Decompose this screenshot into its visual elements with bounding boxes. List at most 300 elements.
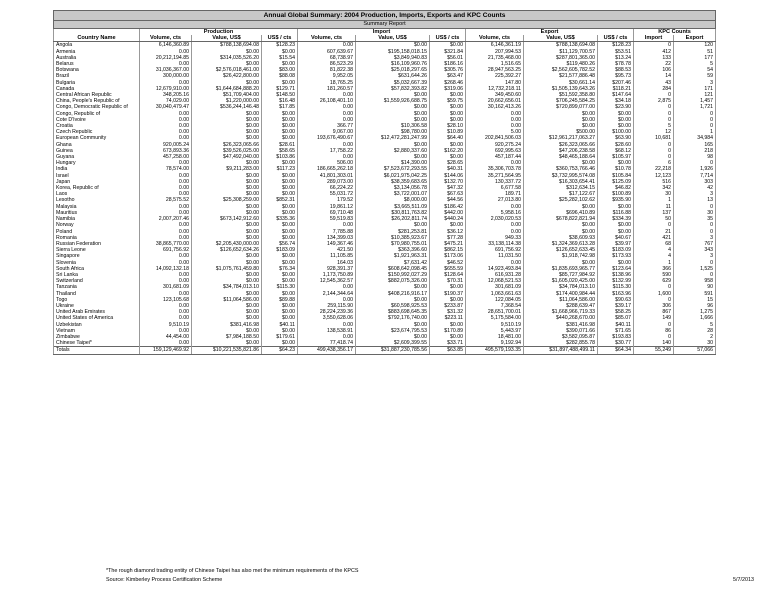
- cell: $0.00: [192, 111, 262, 117]
- cell: 349,450.60: [466, 92, 524, 98]
- country-name: Korea, Republic of: [54, 185, 140, 191]
- cell: 218: [674, 148, 716, 154]
- cell: $0.00: [192, 49, 262, 55]
- cell: $16,303,654.41: [524, 179, 598, 185]
- cell: $183.09: [598, 247, 634, 253]
- cell: 0: [634, 117, 674, 123]
- cell: $0.00: [598, 204, 634, 210]
- cell: $56.01: [430, 55, 466, 61]
- cell: $788,138,694.08: [524, 42, 598, 49]
- cell: $85,727,984.92: [524, 272, 598, 278]
- cell: $30,811,763.82: [356, 210, 430, 216]
- cell: $46.82: [598, 185, 634, 191]
- cell: $3,582,095.87: [524, 334, 598, 340]
- cell: $119,480.26: [524, 61, 598, 67]
- cell: 189.71: [466, 191, 524, 197]
- cell: $47,206,238.58: [524, 148, 598, 154]
- cell: 5: [674, 61, 716, 67]
- cell: $34,784,013.10: [192, 284, 262, 290]
- cell: $3,849,940.83: [356, 55, 430, 61]
- cell: $0.00: [430, 322, 466, 328]
- cell: $935.90: [598, 197, 634, 203]
- cell: $0.00: [430, 154, 466, 160]
- cell: 121: [674, 92, 716, 98]
- cell: $132.70: [430, 179, 466, 185]
- footnote: *The rough diamond trading entity of Chinese Taipei has also met the minimum requirements of the KPCS: [106, 568, 359, 574]
- cell: 21,735,468.00: [466, 55, 524, 61]
- cell: 9,510.19: [466, 322, 524, 328]
- cell: $11,129,700.57: [524, 49, 598, 55]
- cell: $0.00: [262, 49, 298, 55]
- cell: $88.53: [598, 67, 634, 73]
- cell: $0.00: [192, 204, 262, 210]
- country-name: India: [54, 166, 140, 172]
- cell: $17,122.67: [524, 191, 598, 197]
- cell: 149,367.46: [298, 241, 356, 247]
- cell: $0.00: [262, 160, 298, 166]
- cell: $138.96: [598, 272, 634, 278]
- cell: $1,324,369,613.28: [524, 241, 598, 247]
- cell: $0.00: [262, 272, 298, 278]
- cell: $60,598,925.53: [356, 303, 430, 309]
- cell: 35,306,703.78: [466, 166, 524, 172]
- group-export: Export: [466, 29, 634, 36]
- cell: $0.00: [598, 229, 634, 235]
- cell: $0.00: [430, 222, 466, 228]
- country-name: United Arab Emirates: [54, 309, 140, 315]
- cell: $0.00: [262, 315, 298, 321]
- cell: $381,416.98: [524, 322, 598, 328]
- cell: 19,861.12: [298, 204, 356, 210]
- cell: $0.00: [192, 135, 262, 141]
- cell: 0.00: [298, 42, 356, 49]
- cell: 1,926: [674, 166, 716, 172]
- cell: $0.00: [192, 235, 262, 241]
- country-name: Brazil: [54, 73, 140, 79]
- cell: $788,138,694.08: [192, 42, 262, 49]
- cell: 18,481.00: [466, 334, 524, 340]
- cell: $0.00: [524, 229, 598, 235]
- cell: 106: [634, 67, 674, 73]
- cell: 57,066: [674, 347, 716, 354]
- cell: 177: [674, 55, 716, 61]
- country-name: Zimbabwe: [54, 334, 140, 340]
- cell: $0.00: [356, 222, 430, 228]
- country-name: Ukraine: [54, 303, 140, 309]
- country-name: South Africa: [54, 266, 140, 272]
- cell: $0.00: [262, 179, 298, 185]
- totals-row: [54, 347, 716, 354]
- cell: $90.63: [598, 297, 634, 303]
- cell: $0.00: [192, 309, 262, 315]
- cell: 0.00: [466, 260, 524, 266]
- cell: 0.00: [140, 117, 192, 123]
- cell: $442.00: [430, 210, 466, 216]
- cell: $40.31: [430, 166, 466, 172]
- country-name: Ghana: [54, 142, 140, 148]
- cell: 18,765.25: [298, 80, 356, 86]
- cell: $16.48: [262, 98, 298, 104]
- cell: $40.11: [262, 322, 298, 328]
- cell: 20,212,194.85: [140, 55, 192, 61]
- cell: $312,634.15: [524, 185, 598, 191]
- cell: $10,221,535,821.86: [192, 347, 262, 354]
- country-name: Croatia: [54, 123, 140, 129]
- group-production: Production: [140, 29, 298, 36]
- cell: $46.52: [430, 260, 466, 266]
- cell: $39.17: [598, 303, 634, 309]
- cell: $100.89: [598, 191, 634, 197]
- cell: 0: [674, 229, 716, 235]
- cell: 28,651,700.01: [466, 309, 524, 315]
- cell: $334.39: [598, 216, 634, 222]
- cell: $8,000.00: [356, 197, 430, 203]
- cell: 51: [674, 49, 716, 55]
- cell: $173.06: [430, 253, 466, 259]
- cell: $1,668,966,719.33: [524, 309, 598, 315]
- group-import: Import: [298, 29, 466, 36]
- country-name: Norway: [54, 222, 140, 228]
- cell: 42: [674, 185, 716, 191]
- cell: 30: [634, 191, 674, 197]
- cell: $70.31: [430, 278, 466, 284]
- cell: $720,899,077.00: [524, 104, 598, 110]
- country-name: Congo, Democratic Republic of: [54, 104, 140, 110]
- cell: 78,574.00: [140, 166, 192, 172]
- cell: $0.00: [192, 303, 262, 309]
- cell: 0: [634, 142, 674, 148]
- cell: 55,031.72: [298, 191, 356, 197]
- cell: $0.00: [262, 253, 298, 259]
- cell: $23,674,795.53: [356, 328, 430, 334]
- cell: 0.00: [140, 173, 192, 179]
- cell: $0.00: [262, 328, 298, 334]
- cell: $147.64: [598, 92, 634, 98]
- column-header: Value, US$: [356, 35, 430, 42]
- cell: 0.00: [140, 278, 192, 284]
- cell: $0.00: [356, 334, 430, 340]
- cell: 6,146,361.19: [466, 42, 524, 49]
- cell: 86,523.29: [298, 61, 356, 67]
- cell: $282,855.78: [524, 340, 598, 347]
- cell: $1,605,020,425.00: [524, 278, 598, 284]
- column-header: US$ / cts: [262, 35, 298, 42]
- cell: 2,875: [634, 98, 674, 104]
- cell: $0.00: [192, 278, 262, 284]
- country-name: Togo: [54, 297, 140, 303]
- cell: $0.00: [598, 123, 634, 129]
- country-name: Japan: [54, 179, 140, 185]
- cell: $2,609,399.55: [356, 340, 430, 347]
- cell: 0: [634, 334, 674, 340]
- cell: $305.76: [430, 67, 466, 73]
- cell: $0.00: [192, 328, 262, 334]
- cell: $38,609.93: [524, 235, 598, 241]
- cell: $0.00: [262, 135, 298, 141]
- cell: 0.00: [140, 49, 192, 55]
- country-name: Vietnam: [54, 328, 140, 334]
- cell: $51,592,358.80: [524, 92, 598, 98]
- cell: $14,390.00: [356, 160, 430, 166]
- cell: $706,245,584.25: [524, 98, 598, 104]
- cell: $268.46: [430, 80, 466, 86]
- cell: $608,642,098.45: [356, 266, 430, 272]
- cell: $103.86: [262, 154, 298, 160]
- cell: $1,505,139,643.26: [524, 86, 598, 92]
- cell: 134,399.03: [298, 235, 356, 241]
- cell: $144.06: [430, 173, 466, 179]
- cell: $7,523,672,293.55: [356, 166, 430, 172]
- cell: $0.00: [356, 322, 430, 328]
- cell: 181,260.57: [298, 86, 356, 92]
- cell: $2,880,337.60: [356, 148, 430, 154]
- cell: 0.00: [298, 322, 356, 328]
- cell: 179.52: [298, 197, 356, 203]
- cell: $0.00: [192, 272, 262, 278]
- cell: 171: [674, 86, 716, 92]
- table-row: [54, 340, 716, 347]
- cell: 33,138,114.38: [466, 241, 524, 247]
- cell: $57,832,393.82: [356, 86, 430, 92]
- cell: $0.00: [262, 80, 298, 86]
- cell: 5,958.16: [466, 210, 524, 216]
- cell: 21: [634, 229, 674, 235]
- cell: $0.00: [262, 260, 298, 266]
- cell: 343: [674, 247, 716, 253]
- cell: 5,175,584.00: [466, 315, 524, 321]
- cell: $0.00: [356, 284, 430, 290]
- cell: $78.78: [598, 61, 634, 67]
- cell: 0.00: [140, 204, 192, 210]
- cell: 0.00: [466, 111, 524, 117]
- cell: 0.00: [140, 328, 192, 334]
- cell: $0.00: [192, 123, 262, 129]
- country-name: Australia: [54, 55, 140, 61]
- cell: $655.59: [430, 266, 466, 272]
- cell: $0.00: [598, 111, 634, 117]
- cell: $852.31: [262, 197, 298, 203]
- cell: 30,162,413.26: [466, 104, 524, 110]
- cell: 0.00: [140, 222, 192, 228]
- cell: $0.00: [262, 278, 298, 284]
- country-name: Armenia: [54, 49, 140, 55]
- cell: $47.32: [430, 185, 466, 191]
- country-name: Poland: [54, 229, 140, 235]
- cell: 3,550,628.06: [298, 315, 356, 321]
- cell: 123,105.68: [140, 297, 192, 303]
- cell: 7,368.54: [466, 303, 524, 309]
- cell: 14: [634, 73, 674, 79]
- cell: $440.24: [430, 216, 466, 222]
- cell: 22,218: [634, 166, 674, 172]
- country-name: Laos: [54, 191, 140, 197]
- country-name: Guyana: [54, 154, 140, 160]
- summary-table: [53, 10, 716, 355]
- cell: $58.65: [262, 148, 298, 154]
- cell: $0.00: [262, 210, 298, 216]
- cell: 0.00: [140, 179, 192, 185]
- cell: $0.00: [598, 222, 634, 228]
- country-name: Botswana: [54, 67, 140, 73]
- cell: 0.00: [140, 235, 192, 241]
- cell: 3: [674, 80, 716, 86]
- cell: 59,519.83: [298, 216, 356, 222]
- cell: 202,841,506.03: [466, 135, 524, 141]
- cell: $163.96: [598, 291, 634, 297]
- cell: $83.00: [262, 67, 298, 73]
- cell: 0: [634, 104, 674, 110]
- country-name: Thailand: [54, 291, 140, 297]
- cell: $6,021,975,042.25: [356, 173, 430, 179]
- cell: $186.42: [430, 204, 466, 210]
- cell: 412: [634, 49, 674, 55]
- cell: $0.00: [356, 142, 430, 148]
- cell: $0.00: [262, 222, 298, 228]
- cell: 0: [634, 92, 674, 98]
- cell: $68.12: [598, 148, 634, 154]
- cell: $128.23: [262, 42, 298, 49]
- cell: $0.00: [356, 111, 430, 117]
- cell: 0.00: [298, 142, 356, 148]
- country-name: Guinea: [54, 148, 140, 154]
- cell: 0: [634, 322, 674, 328]
- cell: 11: [634, 204, 674, 210]
- report-title: Annual Global Summary: 2004 Production, Imports, Exports and KPC Counts: [54, 11, 716, 21]
- cell: $536,244,146.48: [192, 104, 262, 110]
- cell: $89.88: [262, 297, 298, 303]
- cell: 0.00: [298, 222, 356, 228]
- cell: 10,681: [634, 135, 674, 141]
- cell: 74,029.00: [140, 98, 192, 104]
- cell: $36.12: [430, 229, 466, 235]
- cell: 284: [634, 86, 674, 92]
- country-name: Singapore: [54, 253, 140, 259]
- cell: 149: [634, 315, 674, 321]
- cell: $162.20: [430, 148, 466, 154]
- cell: $0.00: [192, 229, 262, 235]
- cell: 34,984: [674, 135, 716, 141]
- cell: $128.23: [598, 42, 634, 49]
- cell: 301,681.09: [140, 284, 192, 290]
- cell: $13.24: [598, 55, 634, 61]
- cell: 0: [674, 272, 716, 278]
- cell: 43: [634, 80, 674, 86]
- cell: $223.11: [430, 315, 466, 321]
- cell: $30.77: [598, 340, 634, 347]
- cell: 0.00: [140, 272, 192, 278]
- source-note: Source: Kimberley Process Certification Scheme: [106, 577, 223, 583]
- cell: 133: [634, 55, 674, 61]
- table-row: [54, 42, 716, 49]
- cell: 12,123: [634, 173, 674, 179]
- cell: 0.00: [140, 123, 192, 129]
- cell: $190.37: [430, 291, 466, 297]
- cell: 96: [674, 303, 716, 309]
- cell: $132.99: [598, 278, 634, 284]
- cell: $53.51: [598, 49, 634, 55]
- cell: 9,192.94: [466, 340, 524, 347]
- cell: 0.00: [298, 117, 356, 123]
- cell: $0.00: [598, 117, 634, 123]
- cell: 1: [674, 129, 716, 135]
- cell: $40.11: [598, 322, 634, 328]
- country-name: Romania: [54, 235, 140, 241]
- cell: 2,030,020.53: [466, 216, 524, 222]
- country-name: Canada: [54, 86, 140, 92]
- cell: $76.34: [262, 266, 298, 272]
- cell: $115.30: [262, 284, 298, 290]
- cell: $0.00: [524, 204, 598, 210]
- cell: $174,400,984.44: [524, 291, 598, 297]
- cell: $862.15: [430, 247, 466, 253]
- cell: 122,084.05: [466, 297, 524, 303]
- cell: $0.00: [262, 303, 298, 309]
- cell: $26,323,065.66: [192, 142, 262, 148]
- cell: 0.00: [466, 123, 524, 129]
- cell: $98,780.00: [356, 129, 430, 135]
- cell: $10.78: [598, 166, 634, 172]
- cell: 68,738.97: [298, 55, 356, 61]
- cell: $67.63: [430, 191, 466, 197]
- cell: 1,457: [674, 98, 716, 104]
- cell: 0: [674, 111, 716, 117]
- cell: $0.00: [262, 291, 298, 297]
- cell: $16,109,960.76: [356, 61, 430, 67]
- cell: $0.00: [524, 117, 598, 123]
- cell: $0.00: [356, 117, 430, 123]
- cell: $631,644.26: [356, 73, 430, 79]
- cell: $118.21: [598, 86, 634, 92]
- cell: $207.46: [598, 80, 634, 86]
- cell: $0.00: [262, 173, 298, 179]
- cell: 12,732,218.11: [466, 86, 524, 92]
- cell: $26,323,065.66: [524, 142, 598, 148]
- cell: 7,714: [674, 173, 716, 179]
- cell: $0.00: [262, 185, 298, 191]
- country-name: Tanzania: [54, 284, 140, 290]
- cell: 0.00: [298, 334, 356, 340]
- cell: $0.00: [192, 291, 262, 297]
- cell: 11,105.85: [298, 253, 356, 259]
- cell: $1,644,684,888.20: [192, 86, 262, 92]
- cell: $0.00: [356, 154, 430, 160]
- cell: $288,639.47: [524, 303, 598, 309]
- cell: $0.00: [598, 260, 634, 266]
- cell: $0.00: [430, 284, 466, 290]
- cell: 225,392.27: [466, 73, 524, 79]
- cell: 457,258.00: [140, 154, 192, 160]
- cell: $792,176,740.00: [356, 315, 430, 321]
- cell: 4: [634, 247, 674, 253]
- cell: 0.00: [140, 291, 192, 297]
- country-name: Hungary: [54, 160, 140, 166]
- cell: $0.00: [192, 253, 262, 259]
- cell: 673,893.36: [140, 148, 192, 154]
- cell: 616,931.28: [466, 272, 524, 278]
- cell: $26,422,800.00: [192, 73, 262, 79]
- cell: 516: [634, 179, 674, 185]
- cell: 14,092,132.18: [140, 266, 192, 272]
- cell: 1,516.65: [466, 61, 524, 67]
- cell: 366: [634, 266, 674, 272]
- cell: 0: [634, 148, 674, 154]
- cell: $58.25: [598, 309, 634, 315]
- cell: $673,142,912.60: [192, 216, 262, 222]
- cell: 303: [674, 179, 716, 185]
- cell: 0.00: [298, 284, 356, 290]
- cell: $129.71: [262, 86, 298, 92]
- cell: $85.07: [598, 315, 634, 321]
